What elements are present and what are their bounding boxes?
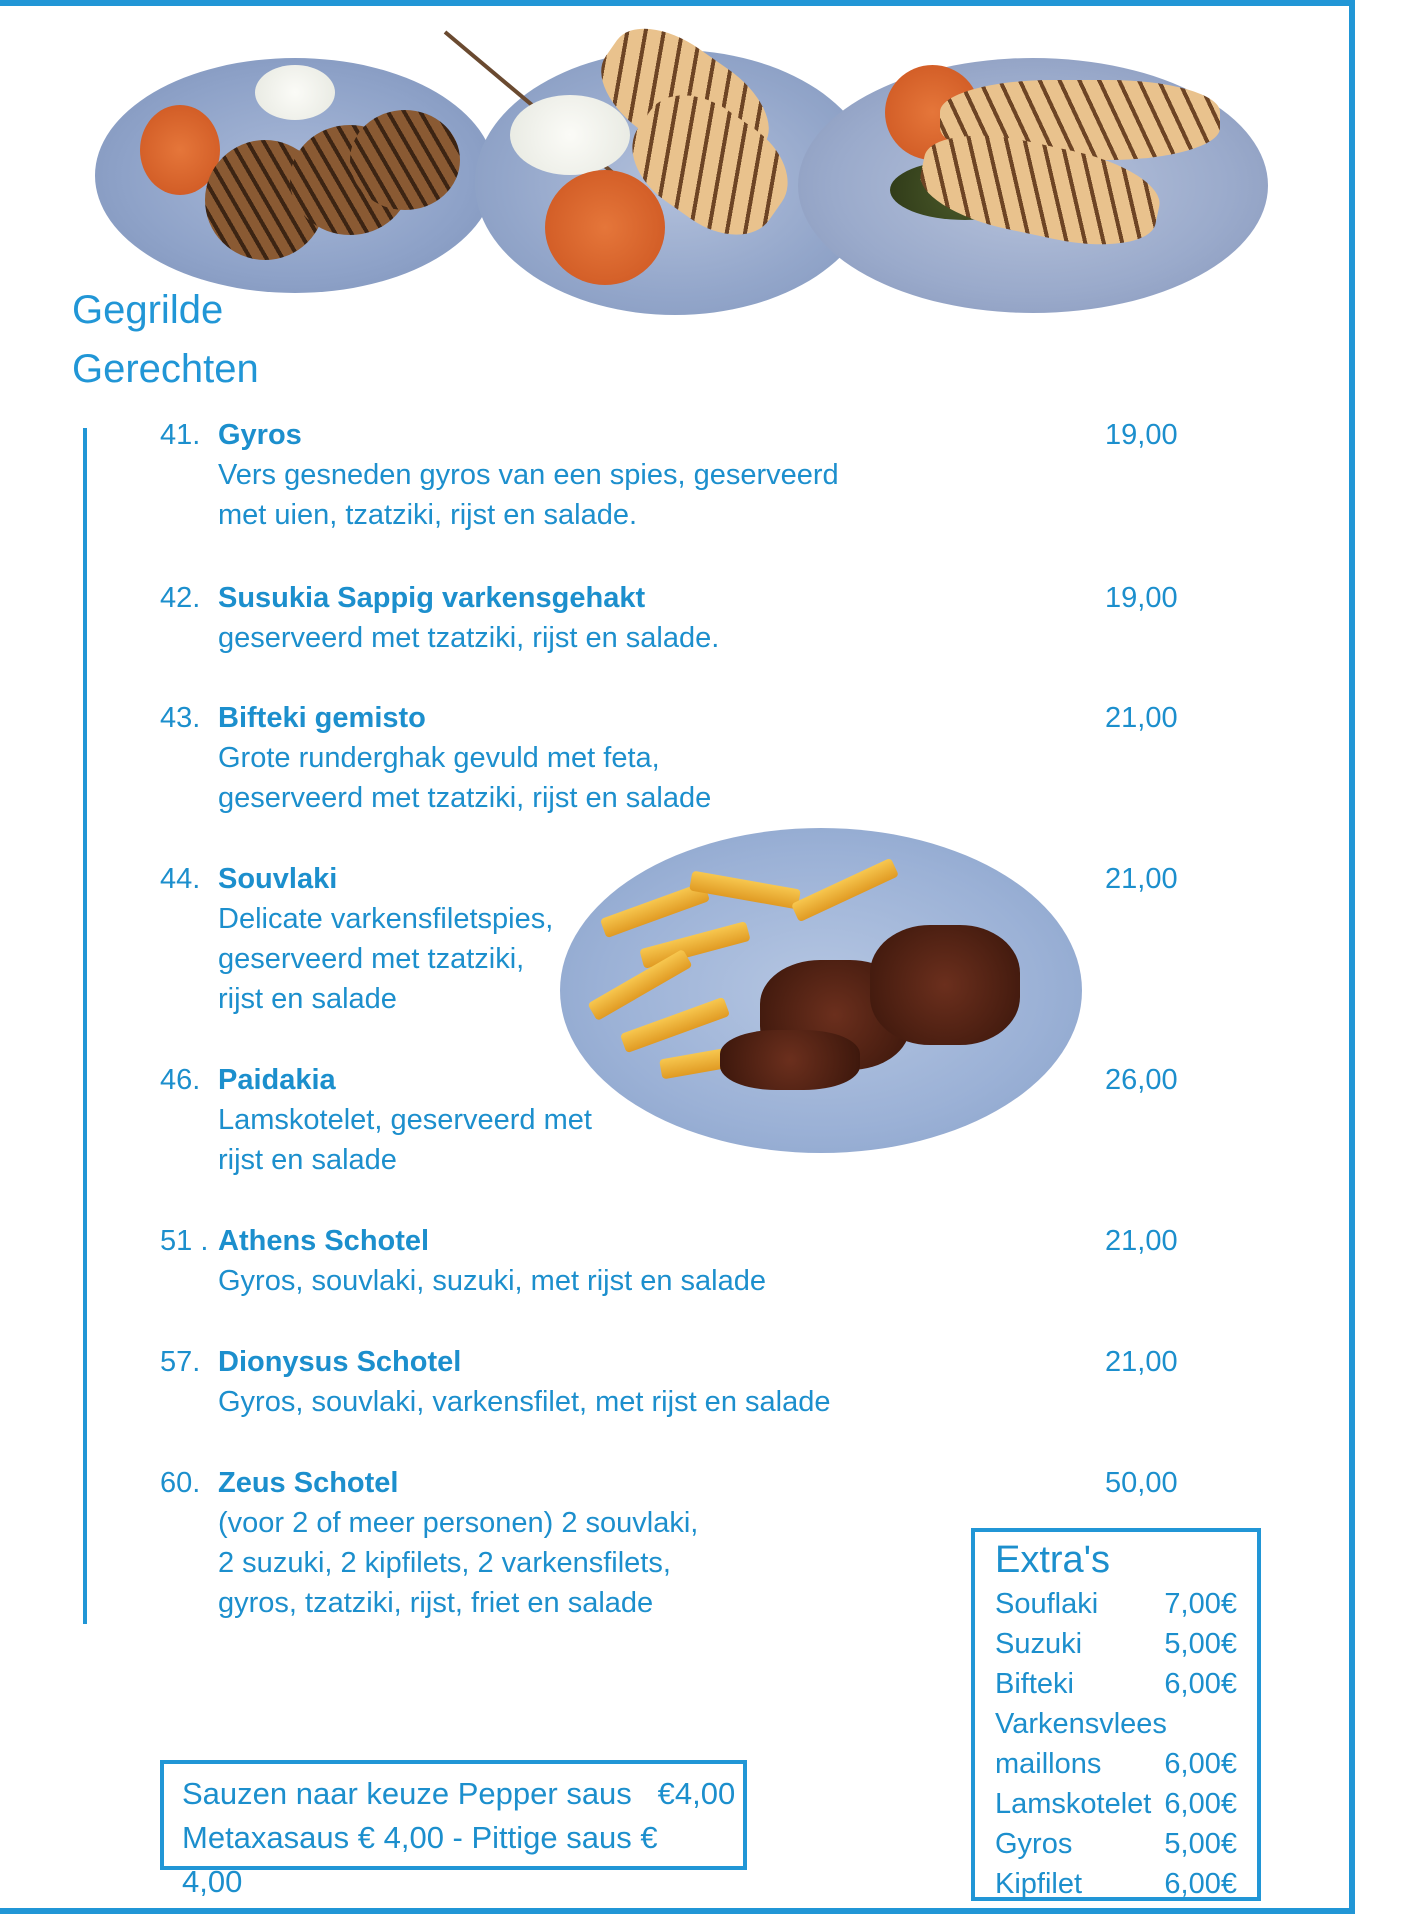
menu-item [160, 1463, 860, 1623]
tzatziki-portion [255, 65, 335, 120]
item-number: 51 . [160, 1225, 209, 1257]
extra-price: 6,00€ [1164, 1868, 1237, 1900]
extra-price: 6,00€ [1164, 1788, 1237, 1820]
desc-line: geserveerd met tzatziki, rijst en salade [218, 782, 712, 814]
item-description [218, 1100, 858, 1180]
sauces-box [160, 1760, 747, 1899]
section-divider-line [83, 428, 87, 1624]
item-description [218, 618, 858, 658]
menu-item [160, 859, 1180, 1019]
menu-item [160, 698, 1180, 818]
desc-line: met uien, tzatziki, rijst en salade. [218, 499, 638, 531]
item-number: 44. [160, 863, 201, 895]
item-description [218, 455, 858, 535]
extras-title: Extra's [995, 1539, 1110, 1581]
item-description [218, 899, 858, 1019]
item-price: 50,00 [1105, 1467, 1178, 1499]
item-number: 42. [160, 582, 201, 614]
desc-line: rijst en salade [218, 983, 397, 1015]
extra-price: 6,00€ [1164, 1748, 1237, 1780]
item-description [218, 1503, 858, 1623]
extra-price: 7,00€ [1164, 1588, 1237, 1620]
extra-name: Kipfilet [995, 1868, 1083, 1900]
extras-row [995, 1624, 1237, 1664]
item-name: Dionysus Schotel [218, 1346, 462, 1378]
top-food-photos [90, 10, 1290, 320]
item-price: 19,00 [1105, 419, 1178, 451]
extras-box [971, 1528, 1261, 1901]
menu-item [160, 1221, 1180, 1301]
item-name: Athens Schotel [218, 1225, 430, 1257]
desc-line: geserveerd met tzatziki, rijst en salade. [218, 622, 720, 654]
extra-price: 5,00€ [1164, 1628, 1237, 1660]
sauces-line: Sauzen naar keuze Pepper saus €4,00 [182, 1776, 736, 1811]
section-title-line1: Gegrilde [72, 288, 224, 332]
desc-line: gyros, tzatziki, rijst, friet en salade [218, 1587, 654, 1619]
extras-row [995, 1824, 1237, 1864]
item-number: 43. [160, 702, 201, 734]
item-price: 21,00 [1105, 1225, 1178, 1257]
desc-line: Gyros, souvlaki, varkensfilet, met rijst en salade [218, 1386, 831, 1418]
desc-line: Lamskotelet, geserveerd met [218, 1104, 592, 1136]
extras-row [995, 1584, 1237, 1624]
extra-price: 6,00€ [1164, 1668, 1237, 1700]
grilled-patty [350, 110, 460, 210]
item-name: Souvlaki [218, 863, 338, 895]
item-description [218, 1261, 858, 1301]
desc-line: Delicate varkensfiletspies, [218, 903, 554, 935]
extra-name: Gyros [995, 1828, 1073, 1860]
extra-name: Lamskotelet [995, 1788, 1152, 1820]
extra-name: Souflaki [995, 1588, 1099, 1620]
menu-item [160, 415, 1180, 535]
desc-line: (voor 2 of meer personen) 2 souvlaki, [218, 1507, 699, 1539]
desc-line: 2 suzuki, 2 kipfilets, 2 varkensfilets, [218, 1547, 671, 1579]
item-price: 26,00 [1105, 1064, 1178, 1096]
desc-line: rijst en salade [218, 1144, 397, 1176]
item-price: 21,00 [1105, 702, 1178, 734]
menu-item [160, 1060, 1180, 1180]
item-name: Susukia Sappig varkensgehakt [218, 582, 646, 614]
item-name: Paidakia [218, 1064, 336, 1096]
item-number: 57. [160, 1346, 201, 1378]
desc-line: Grote runderghak gevuld met feta, [218, 742, 660, 774]
item-price: 21,00 [1105, 1346, 1178, 1378]
item-price: 19,00 [1105, 582, 1178, 614]
sauces-line: Metaxasaus € 4,00 - Pittige saus € 4,00 [182, 1820, 658, 1899]
rice-portion [545, 170, 665, 285]
extra-price: 5,00€ [1164, 1828, 1237, 1860]
item-name: Zeus Schotel [218, 1467, 399, 1499]
item-number: 60. [160, 1467, 201, 1499]
item-name: Bifteki gemisto [218, 702, 426, 734]
extras-row [995, 1664, 1237, 1704]
item-name: Gyros [218, 419, 302, 451]
menu-item [160, 578, 1180, 658]
desc-line: Vers gesneden gyros van een spies, geserveerd [218, 459, 839, 491]
menu-item [160, 1342, 1180, 1422]
item-number: 46. [160, 1064, 201, 1096]
extras-row [995, 1784, 1237, 1824]
section-title-line2: Gerechten [72, 347, 259, 391]
item-description [218, 1382, 858, 1422]
item-description [218, 738, 858, 818]
extras-row [995, 1704, 1237, 1744]
item-price: 21,00 [1105, 863, 1178, 895]
extra-name: Suzuki [995, 1628, 1083, 1660]
desc-line: Gyros, souvlaki, suzuki, met rijst en salade [218, 1265, 766, 1297]
extra-name: maillons [995, 1748, 1102, 1780]
extras-row [995, 1744, 1237, 1784]
desc-line: geserveerd met tzatziki, [218, 943, 525, 975]
extra-name: Bifteki [995, 1668, 1074, 1700]
extra-name: Varkensvlees [995, 1708, 1167, 1740]
tzatziki-portion [510, 95, 630, 175]
item-number: 41. [160, 419, 201, 451]
extras-row [995, 1864, 1237, 1904]
